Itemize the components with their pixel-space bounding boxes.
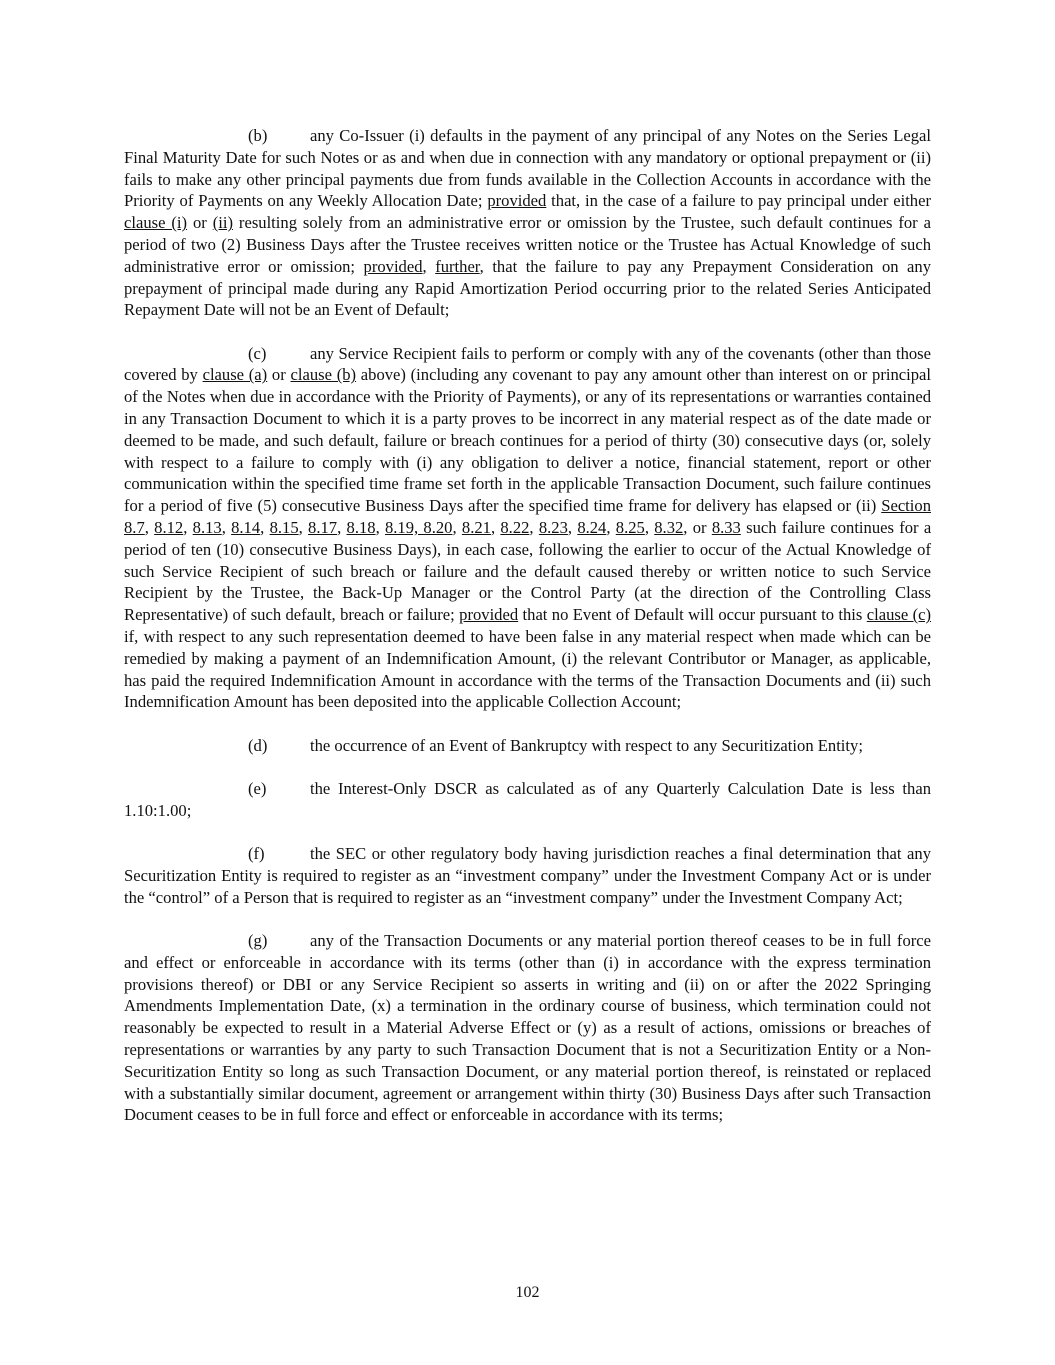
paragraph-label: (f) xyxy=(248,844,265,864)
paragraph-text: the SEC or other regulatory body having jurisdiction reaches a final determination that any Securitization Entity is required to register as an “investment company” under the Investment Company Act or is under the “control” of a Person that is required to register as an “investment company” under the Investment Company Act; xyxy=(124,844,931,907)
section-reference: 8.32 xyxy=(654,518,684,538)
text-run: or xyxy=(692,518,707,538)
paragraph-label: (b) xyxy=(248,126,268,145)
section-reference: 8.22 xyxy=(500,518,530,538)
underlined-term: clause (c) xyxy=(866,605,931,625)
text-run: , that the failure to pay any Prepayment Consideration on any prepayment of principal made during any Rapid Amortization Period occurring prior to the related Series Anticipated Repayment Date will not be an Event of Default; xyxy=(124,256,931,320)
underlined-term: provided xyxy=(459,605,519,625)
paragraph-text: the occurrence of an Event of Bankruptcy with respect to any Securitization Entity; xyxy=(310,735,863,755)
text-run: any Service Recipient fails to perform or comply with any of the covenants (other than those covered by xyxy=(124,343,931,385)
text-run: above) (including any covenant to pay any amount other than interest on or principal of the Notes when due in accordance with the Priority of Payments), or any of its representations or warranties contained in any Transaction Document to which it is a party proves to be incorrect in any material respect as of the date made or deemed to be made, and such default, failure or breach continues for a period of thirty (30) consecutive days (or, solely with respect to a failure to comply with (i) any obligation to deliver a notice, financial statement, report or other communication within the specified time frame set forth in the applicable Transaction Document, such failure continues for a period of five (5) consecutive Business Days after the specified time frame for delivery has elapsed or (ii) xyxy=(124,365,932,516)
paragraph-c: (c) any Service Recipient fails to perform or comply with any of the covenants (other than those covered by clause (a) or clause (b) above) (including any covenant to pay any amount other than interest on or principal of the Notes when due in accordance with the Priority of Payments), or any of its representations or warranties contained in any Transaction Document to which it is a party proves to be incorrect in any material respect as of the date made or deemed to be made, and such default, failure or breach continues for a period of thirty (30) consecutive days (or, solely with respect to a failure to comply with (i) any obligation to deliver a notice, financial statement, report or other communication within the specified time frame set forth in the applicable Transaction Document, such failure continues for a period of five (5) consecutive Business Days after the specified time frame for delivery has elapsed or (ii) Section 8.7, 8.12, 8.13, 8.14, 8.15, 8.17, 8.18, 8.19, 8.20, 8.21, 8.22, 8.23, 8.24, 8.25, 8.32, or 8.33 such failure continues for a period of ten (10) consecutive Business Days), in each case, following the earlier to occur of the Actual Knowledge of such Service Recipient of such breach or failure and the default caused thereby or written notice to such Service Recipient by the Trustee, the Back-Up Manager or the Control Party (at the direction of the Controlling Class Representative) of such default, breach or failure; provided that no Event of Default will occur pursuant to this clause (c) if, with respect to any such representation deemed to have been false in any material respect when made which can be remedied by making a payment of an Indemnification Amount, (i) the relevant Contributor or Manager, as applicable, has paid the required Indemnification Amount in accordance with the terms of the Transaction Documents and (ii) such Indemnification Amount has been deposited into the applicable Collection Account; xyxy=(124,343,932,712)
underlined-term: (ii) xyxy=(212,213,233,233)
text-run: resulting solely from an administrative error or omission by the Trustee, such default continues for a period of two (2) Business Days after the Trustee receives written notice or the Trustee has Actual Knowledge of such administrative error or omission; xyxy=(124,213,931,276)
section-reference: 8.14 xyxy=(231,518,261,538)
text-run: or xyxy=(187,213,213,233)
text-run: that, in the case of a failure to pay principal under either xyxy=(546,191,931,211)
document-body xyxy=(124,125,931,1126)
text-run: any Co-Issuer (i) defaults in the payment of any principal of any Notes on the Series Legal Final Maturity Date for such Notes or as and when due in connection with any mandatory or optional prepayment or (ii) fails to make any other principal payments due from funds available in the Collection Accounts in accordance with the Priority of Payments on any Weekly Allocation Date; xyxy=(124,126,931,211)
underlined-term: clause (b) xyxy=(290,365,357,385)
text-run: or xyxy=(267,365,291,385)
page-number: 102 xyxy=(515,1284,540,1301)
text-run: such failure continues for a period of ten (10) consecutive Business Days), in each case, following the earlier to occur of the Actual Knowledge of such Service Recipient of such breach or failure and the default caused thereby or written notice to such Service Recipient by the Trustee, the Back-Up Manager or the Control Party (at the direction of the Controlling Class Representative) of such default, breach or failure; xyxy=(124,518,932,625)
section-reference: 8.15 xyxy=(269,518,299,538)
underlined-term: further xyxy=(435,256,480,276)
paragraph-b xyxy=(124,125,931,321)
underlined-term: clause (i) xyxy=(124,213,188,233)
section-reference: 8.12 xyxy=(154,518,184,538)
section-reference: 8.17 xyxy=(308,518,338,538)
paragraph-label: (e) xyxy=(248,779,267,799)
section-reference: Section 8.7 xyxy=(124,496,931,538)
section-reference: 8.18 xyxy=(346,518,376,538)
underlined-term: provided xyxy=(487,191,547,211)
paragraph-label: (d) xyxy=(248,735,268,755)
section-reference: 8.33 xyxy=(711,518,741,538)
section-reference: 8.25 xyxy=(615,518,645,538)
underlined-term: provided xyxy=(363,256,423,276)
paragraph-g xyxy=(124,930,931,1126)
section-reference: 8.21 xyxy=(461,518,491,538)
paragraph-text: the Interest-Only DSCR as calculated as of any Quarterly Calculation Date is less than 1.10:1.00; xyxy=(124,779,931,820)
paragraph-d xyxy=(124,735,931,757)
underlined-term: clause (a) xyxy=(202,365,268,385)
paragraph-text: any of the Transaction Documents or any material portion thereof ceases to be in full force and effect or enforceable in accordance with its terms (other than (i) in accordance with the express termination provisions thereof) or DBI or any Service Recipient so asserts in writing and (ii) on or after the 2022 Springing Amendments Implementation Date, (x) a termination in the ordinary course of business, which termination could not reasonably be expected to result in a Material Adverse Effect or (y) as a result of actions, omissions or breaches of representations or warranties by any party to such Transaction Document that is not a Securitization Entity or a Non-Securitization Entity so long as such Transaction Document, or any material portion thereof, is reinstated or replaced with a substantially similar document, agreement or arrangement within thirty (30) Business Days after such Transaction Document ceases to be in full force and effect or enforceable in accordance with its terms; xyxy=(124,931,931,1125)
text-run: , xyxy=(422,256,436,276)
text-run: that no Event of Default will occur pursuant to this xyxy=(518,605,867,625)
text-run: if, with respect to any such representation deemed to have been false in any material respect when made which can be remedied by making a payment of an Indemnification Amount, (i) the relevant Contributor or Manager, as applicable, has paid the required Indemnification Amount in accordance with the terms of the Transaction Documents and (ii) such Indemnification Amount has been deposited into the applicable Collection Account; xyxy=(124,627,931,712)
paragraph-f xyxy=(124,843,931,908)
section-reference: 8.19, 8.20 xyxy=(384,518,453,538)
section-reference: 8.13 xyxy=(192,518,222,538)
section-reference: 8.24 xyxy=(577,518,607,538)
section-reference: 8.23 xyxy=(538,518,568,538)
paragraph-e xyxy=(124,778,931,822)
paragraph-label: (g) xyxy=(248,931,268,950)
paragraph-label: (c) xyxy=(248,343,267,363)
